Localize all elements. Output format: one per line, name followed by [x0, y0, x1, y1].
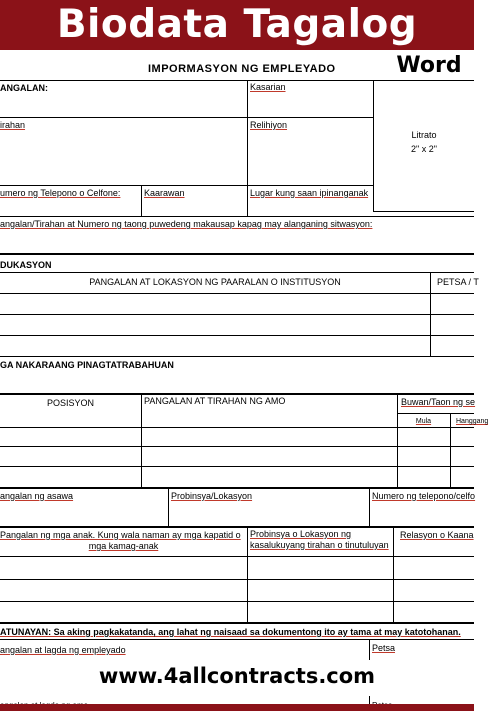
word-badge: Word — [384, 50, 474, 82]
rule — [397, 393, 398, 488]
rule — [450, 413, 451, 488]
rule — [168, 487, 169, 527]
rule — [141, 185, 142, 216]
rule — [247, 526, 248, 623]
rule — [0, 446, 474, 447]
rule — [0, 427, 474, 428]
relation-label: Relasyon o Kaana — [400, 530, 474, 540]
rule — [0, 314, 474, 315]
rule — [0, 556, 474, 557]
rule — [393, 526, 394, 623]
province-label: Probinsya/Lokasyon — [171, 491, 253, 501]
education-section-title: DUKASYON — [0, 260, 52, 270]
rule — [0, 335, 474, 336]
rule — [373, 211, 474, 212]
rule — [0, 117, 373, 118]
employee-signature-label: angalan at lagda ng empleyado — [0, 645, 126, 655]
rule — [247, 80, 248, 216]
rule — [0, 253, 474, 255]
employment-position-header: POSISYON — [46, 398, 94, 408]
rule — [0, 393, 474, 395]
rule — [369, 487, 370, 527]
rule — [0, 622, 474, 624]
rule — [0, 293, 474, 294]
certification-statement: ATUNAYAN: Sa aking pagkakatanda, ang lahat ng naisaad sa dokumentong ito ay tama at may katotohanan. — [0, 627, 461, 637]
photo-placeholder — [374, 128, 474, 156]
phone-label: umero ng Telepono o Celfone: — [0, 188, 121, 198]
rule — [0, 639, 474, 640]
rule — [0, 466, 474, 467]
religion-label: Relihiyon — [250, 120, 288, 130]
rule — [0, 601, 474, 602]
location-label-line1: Probinsya o Lokasyon ng — [250, 529, 352, 539]
spouse-label: angalan ng asawa — [0, 491, 74, 501]
employment-section-title: GA NAKARAANG PINAGTATRABAHUAN — [0, 360, 174, 370]
bottom-strip — [0, 704, 474, 711]
employment-period-header: Buwan/Taon ng se — [401, 397, 476, 407]
education-date-header: PETSA / T — [437, 277, 479, 287]
employee-date-label: Petsa — [372, 643, 396, 653]
banner-title: Biodata Tagalog — [56, 2, 418, 47]
family-phone-label: Numero ng telepono/celfo — [372, 491, 476, 501]
children-label-line2: mga kamag-anak — [88, 541, 159, 551]
title-banner — [0, 0, 474, 50]
rule — [397, 413, 474, 414]
employment-to-header: Hanggang — [456, 418, 488, 425]
name-label: ANGALAN: — [0, 83, 48, 93]
rule — [0, 526, 474, 528]
rule — [0, 579, 474, 580]
rule — [0, 80, 474, 81]
address-label: irahan — [0, 120, 26, 130]
birthday-label: Kaarawan — [144, 188, 185, 198]
birthplace-label: Lugar kung saan ipinanganak — [250, 188, 369, 198]
employment-from-header: Mula — [415, 418, 432, 425]
photo-size: 2" x 2" — [411, 144, 437, 154]
location-label-line2: kasalukuyang tirahan o tinutuluyan — [250, 540, 389, 550]
rule — [0, 185, 373, 186]
children-label-line1: Pangalan ng mga anak. Kung wala naman ay mga kapatid o — [0, 530, 241, 540]
rule — [141, 393, 142, 488]
education-school-header: PANGALAN AT LOKASYON NG PAARALAN O INSTITUSYON — [89, 277, 341, 287]
rule — [0, 356, 474, 357]
rule — [0, 487, 474, 489]
website-url: www.4allcontracts.com — [98, 664, 376, 688]
gender-label: Kasarian — [250, 82, 286, 92]
emergency-contact-label: angalan/Tirahan at Numero ng taong puwedeng makausap kapag may alanganing sitwasyon: — [0, 219, 373, 229]
form-title: IMPORMASYON NG EMPLEYADO — [148, 63, 336, 75]
rule — [0, 216, 474, 217]
rule — [0, 272, 474, 273]
photo-label: Litrato — [411, 130, 437, 140]
employment-employer-header: PANGALAN AT TIRAHAN NG AMO — [144, 396, 286, 406]
